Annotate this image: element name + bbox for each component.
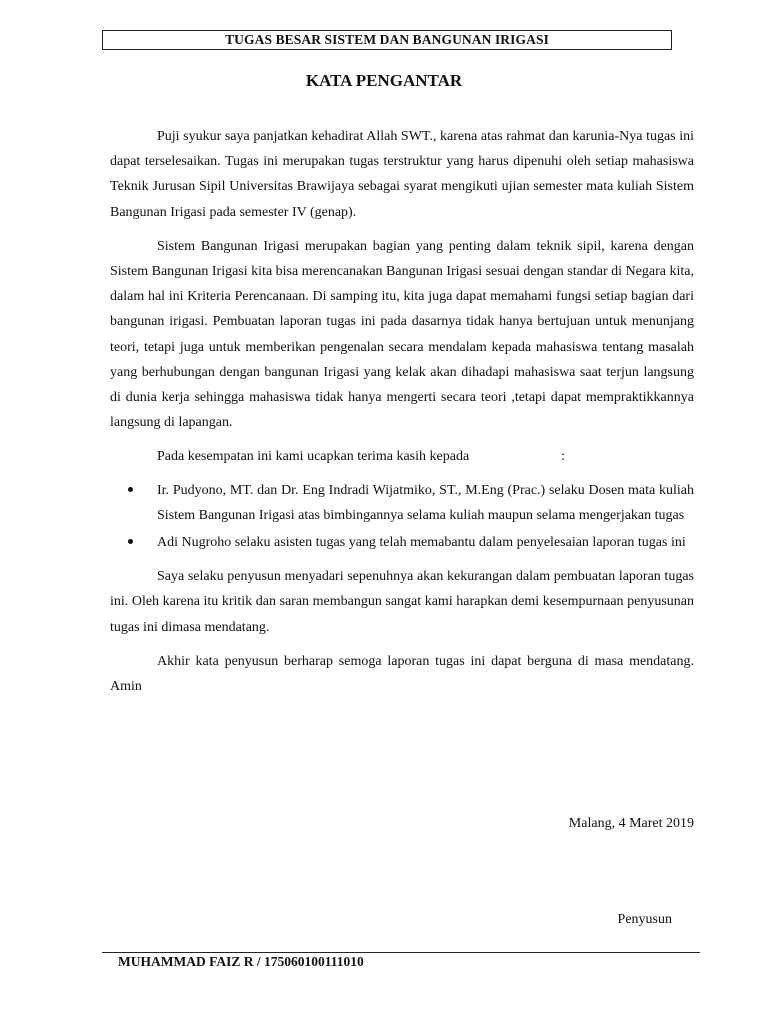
bullet-dot-icon [128,539,133,544]
list-item-text: Ir. Pudyono, MT. dan Dr. Eng Indradi Wijatmiko, ST., M.Eng (Prac.) selaku Dosen mata kuliah Sistem Bangunan Irigasi atas bimbingannya selama kuliah maupun selama mengerjakan tugas [157,482,694,523]
paragraph-intro: Puji syukur saya panjatkan kehadirat Allah SWT., karena atas rahmat dan karunia-Nya tugas ini dapat terselesaikan. Tugas ini merupakan tugas terstruktur yang harus dipenuhi oleh setiap mahasiswa Teknik Jurusan Sipil Universitas Brawijaya sebagai syarat mengikuti ujian semester mata kuliah Sistem Bangunan Irigasi pada semester IV (genap). [110,129,694,220]
thanks-list [110,478,694,556]
list-item [110,478,694,528]
page-title: KATA PENGANTAR [305,71,463,90]
paragraph-description: Sistem Bangunan Irigasi merupakan bagian yang penting dalam teknik sipil, karena dengan Sistem Bangunan Irigasi kita bisa merencanakan Bangunan Irigasi sesuai dengan standar di Negara kita, dalam hal ini Kriteria Perencanaan. Di samping itu, kita juga dapat memahami fungsi setiap bagian dari bangunan irigasi. Pembuatan laporan tugas ini pada dasarnya tidak hanya bertujuan untuk menunjang teori, tetapi juga untuk memberikan pengenalan secara mendalam kepada mahasiswa tentang masalah yang berhubungan dengan bangunan Irigasi yang kelak akan dihadapi mahasiswa saat terjun langsung di dunia kerja sehingga mahasiswa tidak hanya mengerti secara teori ,tetapi dapat mempraktikkannya langsung di lapangan. [110,238,694,431]
paragraph-final: Akhir kata penyusun berharap semoga laporan tugas ini dapat berguna di masa mendatang. Amin [110,653,694,695]
list-item [110,530,694,555]
document-body [110,124,694,708]
running-header: TUGAS BESAR SISTEM DAN BANGUNAN IRIGASI [102,30,672,50]
signature-author: Penyusun [617,912,672,927]
bullet-dot-icon [128,487,133,492]
thanks-intro-text: Pada kesempatan ini kami ucapkan terima kasih kepada [157,449,470,465]
thanks-intro [110,444,694,469]
list-item-text: Adi Nugroho selaku asisten tugas yang telah memabantu dalam penyelesaian laporan tugas ini [157,535,686,551]
running-footer: MUHAMMAD FAIZ R / 175060100111010 [118,954,364,969]
paragraph-closing: Saya selaku penyusun menyadari sepenuhnya akan kekurangan dalam pembuatan laporan tugas ini. Oleh karena itu kritik dan saran membangun sangat kami harapkan demi kesempurnaan penyusunan tugas ini dimasa mendatang. [110,569,694,635]
thanks-colon: : [561,449,566,465]
signature-date: Malang, 4 Maret 2019 [568,816,694,831]
